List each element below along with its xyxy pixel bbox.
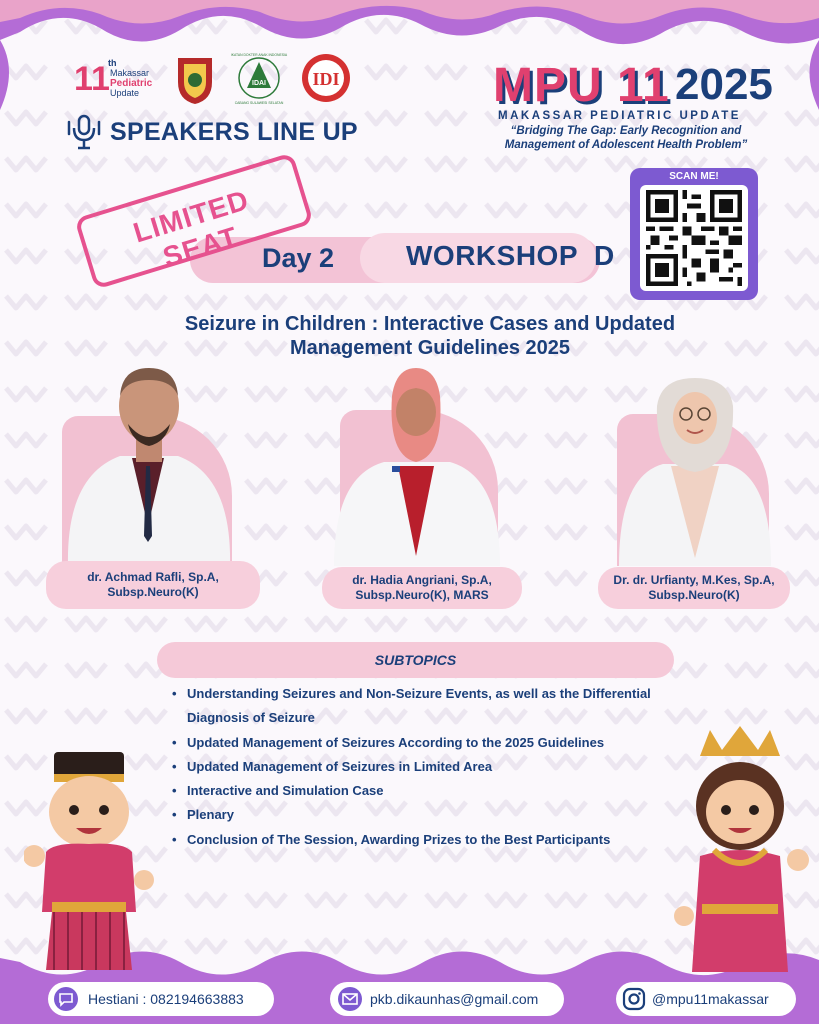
instagram-icon — [622, 987, 646, 1011]
bullet-icon: • — [172, 758, 177, 774]
limited-seat-text: LIMITED SEAT — [129, 184, 253, 273]
workshop-label: WORKSHOP D — [406, 240, 615, 271]
speaker-1-name: dr. Achmad Rafli, Sp.A, — [87, 570, 219, 584]
svg-text:IDI: IDI — [312, 69, 340, 89]
partner-logos — [72, 52, 362, 106]
event-tagline: “Bridging The Gap: Early Recognition and Management of Adolescent Health Problem” — [504, 125, 748, 151]
podcast-microphone-icon — [66, 112, 102, 152]
idai-logo-icon — [231, 53, 288, 105]
bullet-icon: • — [172, 686, 177, 701]
qr-code-icon[interactable] — [646, 190, 742, 286]
list-item: • Plenary — [172, 803, 652, 827]
chat-bubble-icon — [58, 991, 74, 1007]
speaker-3-name-card — [598, 567, 790, 609]
speaker-1-name-card — [46, 561, 260, 609]
bullet-icon: • — [172, 783, 177, 799]
mpu11-event-logo — [74, 58, 153, 98]
speaker-1-photo — [62, 366, 234, 566]
girl-mascot-illustration — [670, 726, 810, 976]
mpu-brand-title: MPU 11 — [493, 59, 670, 112]
svg-text:Update: Update — [110, 88, 140, 98]
email-contact[interactable]: pkb.dikaunhas@gmail.com — [370, 991, 539, 1007]
bullet-icon: • — [172, 831, 177, 847]
svg-text:IKATAN DOKTER ANAK INDONESIA: IKATAN DOKTER ANAK INDONESIA — [230, 53, 288, 57]
speaker-2-credentials: Subsp.Neuro(K), MARS — [355, 588, 489, 602]
session-title: Seizure in Children : Interactive Cases and Updated Management Guidelines 2025 — [184, 313, 676, 359]
list-item: • Interactive and Simulation Case — [172, 779, 652, 803]
subtopics-heading: SUBTOPICS — [374, 652, 457, 668]
instagram-handle[interactable]: @mpu11makassar — [652, 991, 769, 1007]
boy-mascot-illustration — [24, 752, 154, 982]
svg-text:Pediatric: Pediatric — [110, 78, 153, 89]
list-item: • Conclusion of The Session, Awarding Prizes to the Best Participants — [172, 828, 652, 852]
svg-text:CABANG SULAWESI SELATAN: CABANG SULAWESI SELATAN — [234, 101, 284, 105]
speaker-2-name-card — [322, 567, 522, 609]
speaker-3-credentials: Subsp.Neuro(K) — [648, 588, 740, 602]
speaker-1-credentials: Subsp.Neuro(K) — [107, 585, 199, 599]
speaker-3-photo — [617, 376, 773, 566]
envelope-icon — [342, 992, 358, 1006]
list-item: • Updated Management of Seizures in Limited Area — [172, 755, 652, 779]
mpu-brand-subtitle: MAKASSAR PEDIATRIC UPDATE — [498, 110, 741, 122]
university-crest-icon — [178, 58, 212, 104]
svg-text:IDAI: IDAI — [252, 80, 266, 87]
qr-scan-label: SCAN ME! — [669, 171, 719, 182]
svg-text:th: th — [108, 58, 117, 68]
mpu-brand-year: 2025 — [675, 60, 773, 109]
bullet-icon: • — [172, 807, 177, 823]
list-item: • Understanding Seizures and Non-Seizure Events, as well as the Differential Diagnosis of Seizure — [172, 682, 652, 731]
day-label: Day 2 — [262, 243, 335, 273]
speakers-line-up-title: SPEAKERS LINE UP — [110, 118, 358, 146]
phone-contact[interactable]: Hestiani : 082194663883 — [88, 991, 244, 1007]
speaker-2-photo — [332, 366, 502, 566]
svg-text:Makassar: Makassar — [110, 68, 150, 78]
subtopics-list — [172, 682, 652, 852]
list-item: • Updated Management of Seizures According to the 2025 Guidelines — [172, 731, 652, 755]
svg-text:11: 11 — [74, 60, 110, 98]
speaker-2-name: dr. Hadia Angriani, Sp.A, — [352, 573, 492, 587]
speaker-3-name: Dr. dr. Urfianty, M.Kes, Sp.A, — [613, 573, 775, 587]
bullet-icon: • — [172, 734, 177, 750]
idi-logo-icon — [302, 54, 350, 102]
